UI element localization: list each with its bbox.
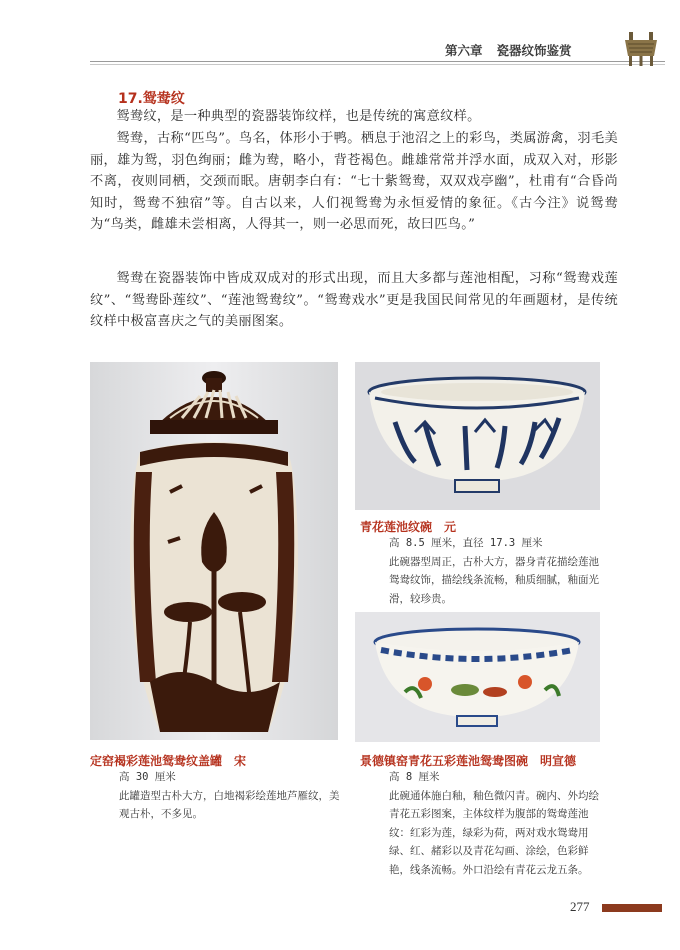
jar-description: 此罐造型古朴大方，白地褐彩绘莲地芦雁纹，美观古朴，不多见。 [119, 789, 340, 820]
header-rule-secondary [90, 64, 665, 65]
bowl-wucai-photo [355, 612, 600, 742]
header-rule [90, 61, 665, 62]
bowl1-caption [368, 534, 608, 608]
bowl1-caption-title: 青花莲池纹碗 元 [360, 520, 457, 534]
bowl-blue-white-photo [355, 362, 600, 510]
paragraph-decoration [90, 268, 618, 333]
footer-bar [602, 904, 662, 912]
bowl2-caption-title: 景德镇窑青花五彩莲池鸳鸯图碗 明宣德 [360, 754, 577, 768]
paragraph-intro [90, 106, 618, 128]
chapter-label: 第六章 [445, 43, 483, 58]
bowl2-description: 此碗通体施白釉，釉色微闪青。碗内、外均绘青花五彩图案，主体纹样为腹部的鸳鸯莲池纹：红彩为莲，绿彩为荷，两对戏水鸳鸯用绿、红、赭彩以及青花勾画、涂绘，色彩鲜艳，线条流畅。外口沿绘有青花云龙五条。 [389, 789, 599, 876]
paragraph-history [90, 128, 618, 236]
bowl1-size: 高 8.5 厘米，直径 17.3 厘米 [389, 537, 543, 549]
bowl2-size: 高 8 厘米 [389, 771, 440, 783]
paragraph-3: 鸳鸯在瓷器装饰中皆成双成对的形式出现，而且大多都与莲池相配，习称“鸳鸯戏莲纹”、“鸳鸯卧莲纹”、“莲池鸳鸯纹”。“鸳鸯戏水”更是我国民间常见的年画题材，是传统纹样中极富喜庆之气的美丽图案。 [90, 271, 618, 329]
running-header [445, 38, 620, 62]
chapter-title: 瓷器纹饰鉴赏 [496, 43, 572, 58]
paragraph-1: 鸳鸯纹，是一种典型的瓷器装饰纹样，也是传统的寓意纹样。 [116, 109, 481, 124]
paragraph-2: 鸳鸯，古称“匹鸟”。鸟名，体形小于鸭。栖息于池沼之上的彩鸟，类属游禽，羽毛美丽，雄为鸳，羽色绚丽；雌为鸯，略小，背苍褐色。雌雄常常并浮水面，成双入对，形影不离，夜则同栖，交颈而眠。唐朝李白有：“七十紫鸳鸯，双双戏亭幽”，杜甫有“合昏尚知时，鸳鸯不独宿”等。自古以来，人们视鸳鸯为永恒爱情的象征。《古今注》说鸳鸯为“鸟类，雌雄未尝相离，人得其一，则一必思而死，故曰匹鸟。” [90, 131, 618, 232]
section-title: 17.鸳鸯纹 [118, 91, 185, 107]
jar-caption-title: 定窑褐彩莲池鸳鸯纹盖罐 宋 [90, 754, 247, 768]
jar-caption [98, 768, 343, 824]
jar-size: 高 30 厘米 [119, 771, 176, 783]
jar-photo [90, 362, 338, 740]
bronze-ding-icon [621, 30, 661, 68]
bowl2-caption [368, 768, 608, 879]
page-number: 277 [570, 899, 590, 914]
bowl1-description: 此碗器型周正，古朴大方，器身青花描绘莲池鸳鸯纹饰，描绘线条流畅，釉质细腻，釉面光滑，较珍贵。 [389, 555, 599, 605]
